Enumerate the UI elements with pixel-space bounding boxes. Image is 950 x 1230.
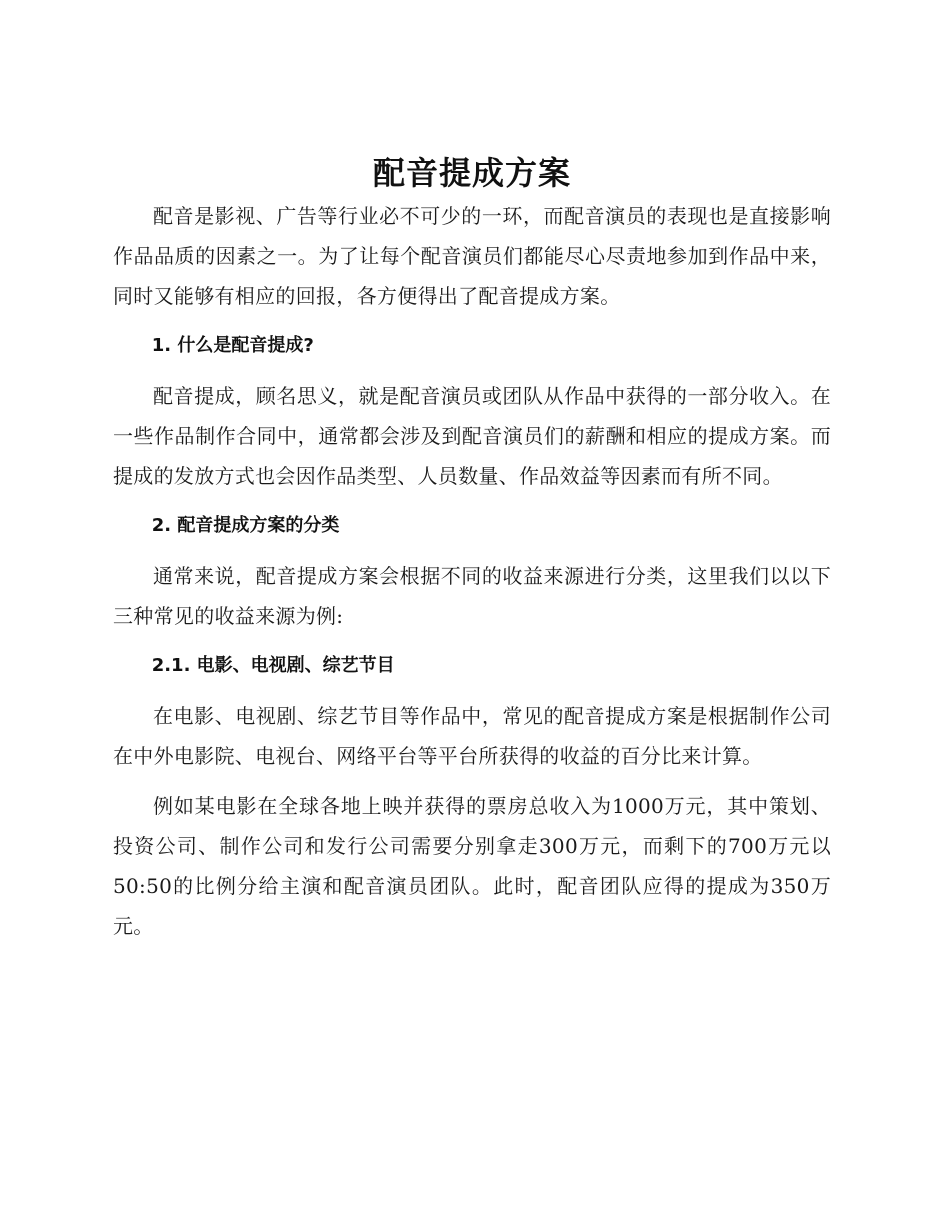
what-is-paragraph: 配音提成，顾名思义，就是配音演员或团队从作品中获得的一部分收入。在一些作品制作合同中，通常都会涉及到配音演员们的薪酬和相应的提成方案。而提成的发放方式也会因作品类型、人员数量、作品效益等因素而有所不同。 [113, 384, 831, 488]
categories-paragraph: 通常来说，配音提成方案会根据不同的收益来源进行分类，这里我们以以下三种常见的收益来源为例: [113, 564, 831, 628]
section-heading-what-is: 1. 什么是配音提成? [151, 335, 314, 356]
document-page [113, 150, 831, 946]
section-heading-categories: 2. 配音提成方案的分类 [151, 515, 340, 536]
intro-paragraph: 配音是影视、广告等行业必不可少的一环，而配音演员的表现也是直接影响作品品质的因素之一。为了让每个配音演员们都能尽心尽责地参加到作品中来，同时又能够有相应的回报，各方便得出了配音提成方案。 [113, 204, 831, 308]
film-tv-paragraph: 在电影、电视剧、综艺节目等作品中，常见的配音提成方案是根据制作公司在中外电影院、电视台、网络平台等平台所获得的收益的百分比来计算。 [113, 704, 831, 768]
document-title: 配音提成方案 [372, 154, 571, 192]
example-paragraph: 例如某电影在全球各地上映并获得的票房总收入为1000万元，其中策划、投资公司、制作公司和发行公司需要分别拿走300万元，而剩下的700万元以50:50的比例分给主演和配音演员团队。此时，配音团队应得的提成为350万元。 [113, 794, 831, 938]
subsection-heading-film-tv: 2.1. 电影、电视剧、综艺节目 [151, 655, 395, 676]
